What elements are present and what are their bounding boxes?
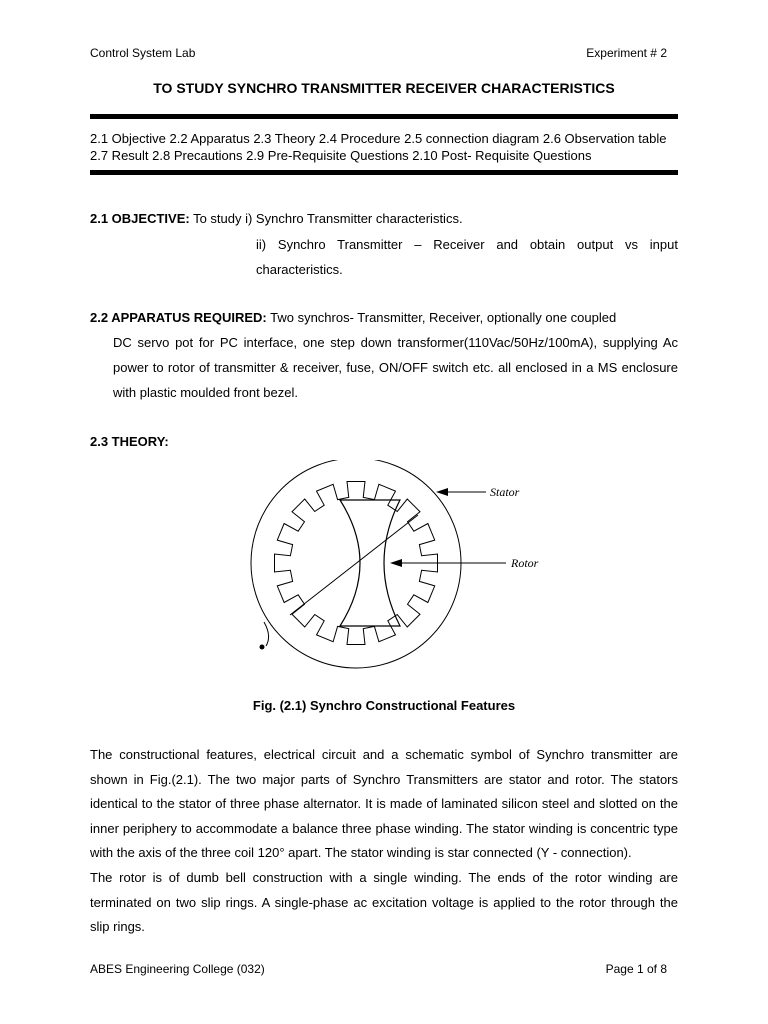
footer-left: ABES Engineering College (032)	[90, 962, 265, 976]
header-right: Experiment # 2	[586, 46, 667, 60]
synchro-diagram	[250, 460, 560, 670]
theory-paragraph-1: The constructional features, electrical circuit and a schematic symbol of Synchro transmitter are shown in Fig.(2.1). The two major parts of Synchro Transmitters are stator and rotor. The stators identical to the stator of three phase alternator. It is made of laminated silicon steel and slotted on the inner periphery to accommodate a balance three phase winding. The stator winding is concentric type with the axis of the three coil 120° apart. The stator winding is star connected (Y - connection).	[90, 747, 678, 861]
rotor-label: Rotor	[511, 556, 539, 570]
objective-line2: ii) Synchro Transmitter – Receiver and obtain output vs input characteristics.	[256, 237, 678, 277]
document-title: TO STUDY SYNCHRO TRANSMITTER RECEIVER CHARACTERISTICS	[153, 80, 615, 96]
apparatus-text: DC servo pot for PC interface, one step down transformer(110Vac/50Hz/100mA), supplying Ac power to rotor of transmitter & receiver, fuse, ON/OFF switch etc. all enclosed in a MS enclosure with plastic moulded front bezel.	[113, 335, 678, 400]
objective-line1: To study i) Synchro Transmitter characteristics.	[189, 211, 463, 226]
rotation-dot	[260, 645, 265, 650]
rotation-arrow	[264, 622, 269, 646]
apparatus-heading: 2.2 APPARATUS REQUIRED:	[90, 310, 267, 325]
divider-bottom	[90, 170, 678, 175]
objective-section	[90, 206, 678, 231]
divider-top	[90, 114, 678, 119]
stator-arrowhead	[436, 488, 448, 496]
synchro-figure	[250, 460, 560, 670]
theory-paragraph-2: The rotor is of dumb bell construction with a single winding. The ends of the rotor winding are terminated on two slip rings. A single-phase ac excitation voltage is applied to the rotor through the slip rings.	[90, 869, 678, 935]
objective-heading: 2.1 OBJECTIVE:	[90, 211, 190, 226]
rotor-arrowhead	[390, 559, 402, 567]
stator-label: Stator	[490, 485, 520, 499]
figure-caption: Fig. (2.1) Synchro Constructional Features	[252, 698, 516, 713]
apparatus-section	[90, 305, 678, 330]
theory-body	[90, 743, 678, 940]
theory-section	[90, 429, 678, 454]
footer-right: Page 1 of 8	[605, 962, 667, 976]
header-left: Control System Lab	[90, 46, 196, 60]
table-of-contents: 2.1 Objective 2.2 Apparatus 2.3 Theory 2.4 Procedure 2.5 connection diagram 2.6 Observation table 2.7 Result 2.8 Precautions 2.9 Pre-Requisite Questions 2.10 Post- Requisite Questions	[90, 131, 667, 163]
theory-heading: 2.3 THEORY:	[90, 434, 169, 449]
apparatus-line1: Two synchros- Transmitter, Receiver, optionally one coupled	[266, 310, 617, 325]
